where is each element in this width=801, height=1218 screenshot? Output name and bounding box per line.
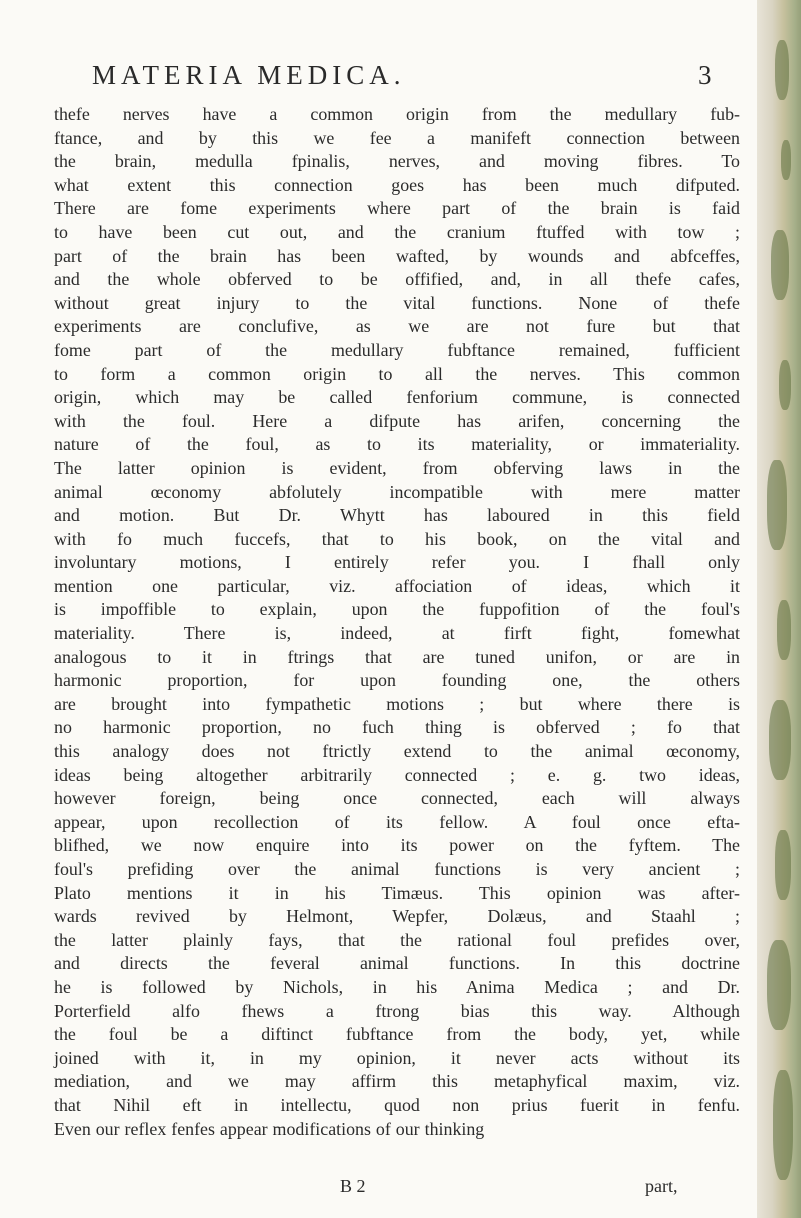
text-line: to form a common origin to all the nerves. This common xyxy=(54,363,740,384)
text-line: the latter plainly fays, that the rational foul prefides over, xyxy=(54,929,740,950)
text-line: thefe nerves have a common origin from the medullary fub- xyxy=(54,104,740,124)
text-line: that Nihil eft in intellectu, quod non prius fuerit in fenfu. xyxy=(54,1094,740,1115)
text-line: ftance, and by this we fee a manifeft connection between xyxy=(54,127,740,148)
text-line: involuntary motions, I entirely refer you. I fhall only xyxy=(54,552,740,573)
text-line: the brain, medulla fpinalis, nerves, and moving fibres. To xyxy=(54,151,740,172)
text-line: part of the brain has been wafted, by wounds and abfceffes, xyxy=(54,245,740,266)
text-line: the foul be a diftinct fubftance from the body, yet, while xyxy=(54,1024,740,1045)
catchword: part, xyxy=(645,1176,678,1196)
text-line: mention one particular, viz. affociation of ideas, which it xyxy=(54,575,740,596)
text-line: Plato mentions it in his Timæus. This opinion was after- xyxy=(54,882,740,903)
text-line: analogous to it in ftrings that are tuned unifon, or are in xyxy=(54,646,740,667)
text-line: There are fome experiments where part of the brain is faid xyxy=(54,198,740,219)
text-line: fome part of the medullary fubftance remained, fufficient xyxy=(54,339,740,360)
text-line: and motion. But Dr. Whytt has laboured in this field xyxy=(54,505,740,526)
text-line: foul's prefiding over the animal functions is very ancient ; xyxy=(54,859,740,879)
text-line: Porterfield alfo fhews a ftrong bias this way. Although xyxy=(54,1000,740,1021)
signature-mark: B 2 xyxy=(340,1176,366,1196)
text-line: harmonic proportion, for upon founding one, the others xyxy=(54,670,740,691)
text-line: The latter opinion is evident, from obferving laws in the xyxy=(54,457,740,478)
text-line: and the whole obferved to be offified, and, in all thefe cafes, xyxy=(54,269,740,290)
text-line: is impoffible to explain, upon the fuppofition of the foul's xyxy=(54,599,740,620)
text-line: ideas being altogether arbitrarily connected ; e. g. two ideas, xyxy=(54,764,740,785)
body-text xyxy=(54,103,740,1141)
text-line: to have been cut out, and the cranium ftuffed with tow ; xyxy=(54,221,740,242)
page-edge-binding xyxy=(757,0,801,1218)
page-number: 3 xyxy=(698,60,712,90)
text-line: without great injury to the vital functions. None of thefe xyxy=(54,292,740,313)
text-line: and directs the feveral animal functions. In this doctrine xyxy=(54,953,740,974)
text-line: mediation, and we may affirm this metaphyfical maxim, viz. xyxy=(54,1071,740,1092)
text-line: animal œconomy abfolutely incompatible with mere matter xyxy=(54,481,740,502)
text-line: however foreign, being once connected, each will always xyxy=(54,788,740,809)
text-line: Even our reflex fenfes appear modifications of our thinking xyxy=(54,1118,485,1139)
text-line: nature of the foul, as to its materiality, or immateriality. xyxy=(54,434,740,455)
text-line: experiments are conclufive, as we are not fure but that xyxy=(54,316,740,337)
text-line: materiality. There is, indeed, at firft fight, fomewhat xyxy=(54,623,740,644)
text-line: no harmonic proportion, no fuch thing is obferved ; fo that xyxy=(54,717,740,738)
running-title: MATERIA MEDICA. xyxy=(92,60,406,90)
text-line: with fo much fuccefs, that to his book, on the vital and xyxy=(54,528,740,549)
text-line: with the foul. Here a difpute has arifen, concerning the xyxy=(54,410,740,431)
text-line: this analogy does not ftrictly extend to the animal œconomy, xyxy=(54,741,740,762)
text-line: appear, upon recollection of its fellow. A foul once efta- xyxy=(54,811,740,832)
text-line: blifhed, we now enquire into its power on the fyftem. The xyxy=(54,835,740,856)
text-line: origin, which may be called fenforium commune, is connected xyxy=(54,387,740,408)
text-line: he is followed by Nichols, in his Anima Medica ; and Dr. xyxy=(54,976,740,997)
text-line: wards revived by Helmont, Wepfer, Dolæus, and Staahl ; xyxy=(54,906,740,927)
text-line: are brought into fympathetic motions ; but where there is xyxy=(54,693,740,714)
text-line: what extent this connection goes has been much difputed. xyxy=(54,174,740,195)
text-line: joined with it, in my opinion, it never acts without its xyxy=(54,1047,740,1068)
